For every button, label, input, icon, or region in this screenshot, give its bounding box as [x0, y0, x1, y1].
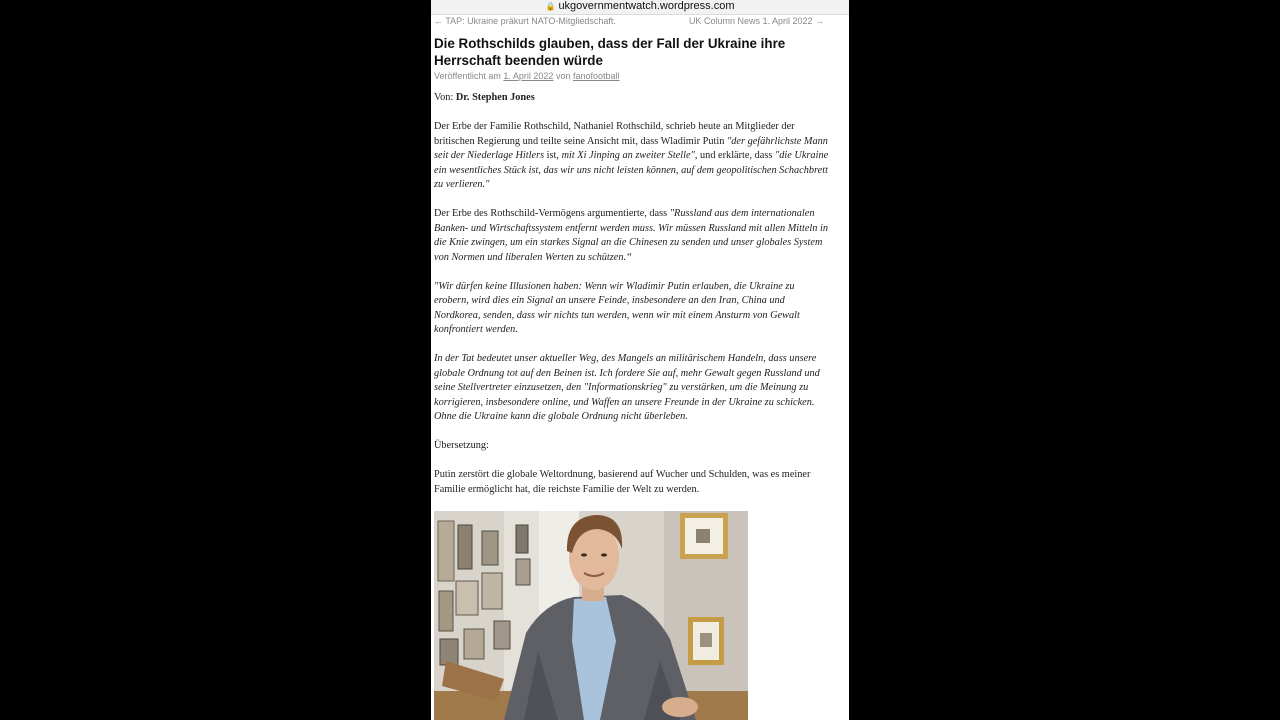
paragraph-5: Übersetzung: [434, 440, 489, 451]
address-bar[interactable] [431, 0, 849, 15]
by-label: von [555, 71, 571, 81]
browser-viewport [431, 0, 849, 720]
author-link[interactable]: fanofootball [572, 71, 620, 81]
published-label: Veröffentlicht am [434, 71, 501, 81]
paragraph-6: Putin zerstört die globale Weltordnung, basierend auf Wucher und Schulden, was es meiner Familie ermöglicht hat, die reichste Familie der Welt zu werden. [434, 469, 811, 495]
url-text: ukgovernmentwatch.wordpress.com [558, 0, 735, 12]
paragraph-3: "Wir dürfen keine Illusionen haben: Wenn wir Wladimir Putin erlauben, die Ukraine zu erobern, wird dies ein Signal an unsere Feinde, insbesondere an den Iran, China und Nordkorea, senden, dass wir nichts tun werden, wenn wir mit einem Ansturm von Gewalt konfrontiert werden. [434, 280, 800, 335]
byline-prefix: Von: [434, 92, 454, 103]
byline-author: Dr. Stephen Jones [455, 92, 535, 103]
paragraph-1: Der Erbe der Familie Rothschild, Nathaniel Rothschild, schrieb heute an Mitglieder der britischen Regierung und teilte seine Ansicht mit, dass Wladimir Putin "der gefährlichste Mann seit der Niederlage Hitlers ist, mit Xi Jinping an zweiter Stelle", und erklärte, dass "die Ukraine ein wesentliches Stück ist, das wir uns nicht leisten können, auf dem geopolitischen Schachbrett zu verlieren." [434, 121, 829, 190]
next-post-link[interactable]: UK Column News 1. April 2022 → [688, 16, 824, 26]
post-navigation [434, 15, 824, 27]
byline [434, 91, 829, 106]
post-date-link[interactable]: 1. April 2022 [503, 71, 554, 81]
post-meta [434, 71, 829, 82]
paragraph-2: Der Erbe des Rothschild-Vermögens argumentierte, dass "Russland aus dem internationalen Banken- und Wirtschaftssystem entfernt werden muss. Wir müssen Russland mit allen Mitteln in die Knie zwingen, um ein starkes Signal an die Chinesen zu senden und unser globales System von Normen und liberalen Werten zu schützen.“ [434, 208, 829, 263]
article-photo [434, 511, 748, 720]
lock-icon: 🔒 [545, 2, 556, 11]
article-title: Die Rothschilds glauben, dass der Fall der Ukraine ihre Herrschaft beenden würde [434, 36, 786, 68]
article-body [434, 91, 829, 512]
previous-post-link[interactable]: ← TAP: Ukraine präkurt NATO-Mitgliedschaft. [434, 16, 616, 26]
paragraph-4: In der Tat bedeutet unser aktueller Weg, des Mangels an militärischem Handeln, dass unsere globale Ordnung tot auf den Beinen ist. Ich fordere Sie auf, mehr Gewalt gegen Russland und seine Stellvertreter einzusetzen, den "Informationskrieg" zu verstärken, um die Meinung zu korrigieren, insbesondere online, und Waffen an unsere Freunde in der Ukraine zu schicken. Ohne die Ukraine kann die globale Ordnung nicht überleben. [434, 353, 820, 422]
